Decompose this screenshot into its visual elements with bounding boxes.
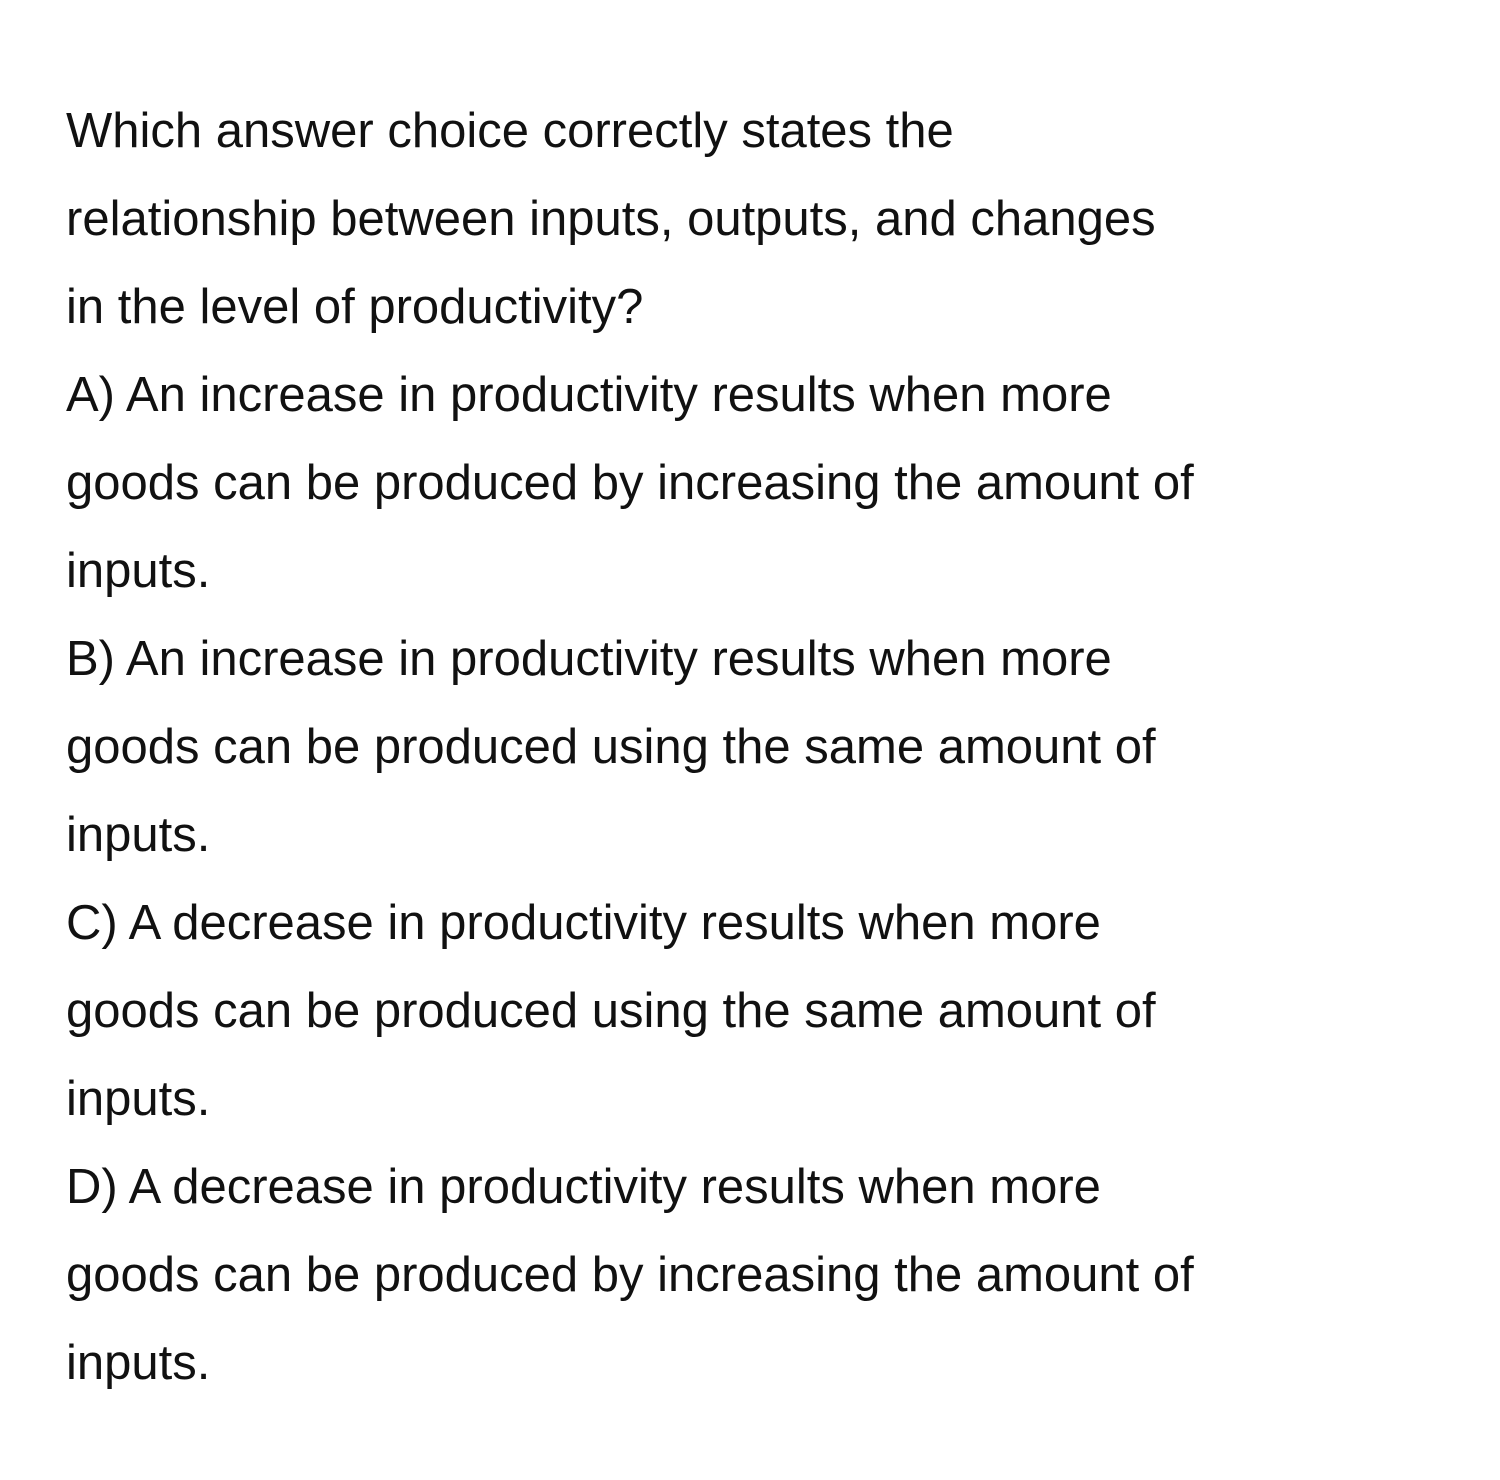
answer-choice-d	[66, 1143, 1466, 1407]
answer-choice-c	[66, 879, 1466, 1143]
answer-choice-line: inputs.	[66, 544, 211, 598]
question-stem	[66, 87, 1466, 351]
answer-choice-a	[66, 351, 1466, 615]
answer-choice-line: A) An increase in productivity results when more	[66, 368, 1112, 422]
answer-choice-line: goods can be produced using the same amount of	[66, 984, 1156, 1038]
question-stem-line: Which answer choice correctly states the	[66, 104, 954, 158]
answer-choice-line: goods can be produced using the same amount of	[66, 720, 1156, 774]
question-stem-line: in the level of productivity?	[66, 280, 644, 334]
answer-choice-b	[66, 615, 1466, 879]
answer-choice-line: goods can be produced by increasing the amount of	[66, 1248, 1194, 1302]
answer-choice-line: C) A decrease in productivity results when more	[66, 896, 1101, 950]
answer-choice-line: inputs.	[66, 1336, 211, 1390]
answer-choice-line: B) An increase in productivity results when more	[66, 632, 1112, 686]
question-stem-line: relationship between inputs, outputs, and changes	[66, 192, 1156, 246]
question-document	[66, 87, 1466, 1407]
answer-choice-line: inputs.	[66, 1072, 211, 1126]
answer-choice-line: inputs.	[66, 808, 211, 862]
answer-choice-line: goods can be produced by increasing the amount of	[66, 456, 1194, 510]
answer-choice-line: D) A decrease in productivity results when more	[66, 1160, 1101, 1214]
